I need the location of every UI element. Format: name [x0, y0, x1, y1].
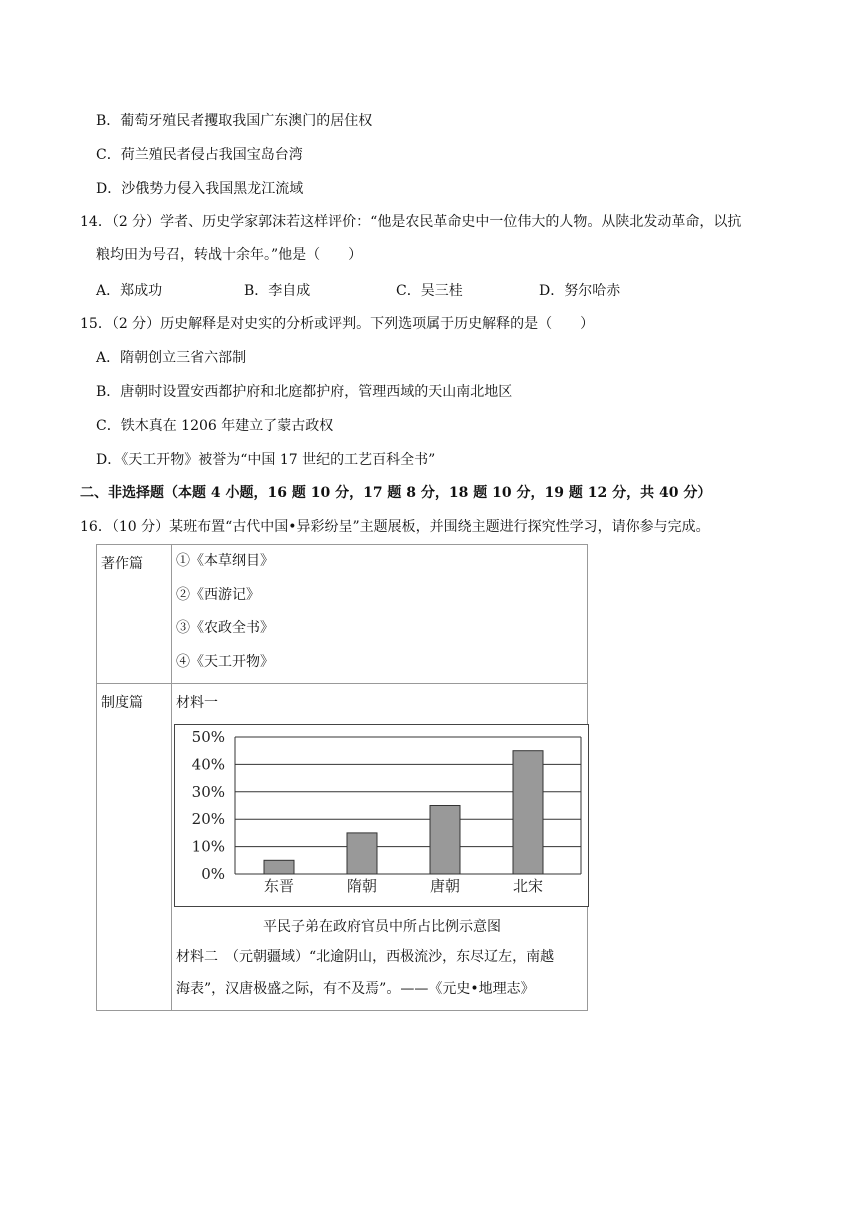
q13-option-c: C．荷兰殖民者侵占我国宝岛台湾 [96, 147, 303, 163]
q16-stem: 16．（10 分）某班布置“古代中国•异彩纷呈”主题展板，并围绕主题进行探究性学习，请你参与完成。 [80, 519, 710, 535]
y-tick-label: 0% [201, 865, 225, 883]
q14-options [0, 281, 860, 301]
x-tick-label: 隋朝 [346, 877, 378, 895]
x-tick-label: 北宋 [512, 877, 544, 895]
y-tick-label: 30% [191, 782, 225, 801]
y-tick-label: 20% [191, 810, 225, 829]
q13-option-d: D．沙俄势力侵入我国黑龙江流域 [96, 181, 304, 197]
q15-option-b: B．唐朝时设置安西都护府和北庭都护府，管理西域的天山南北地区 [96, 384, 513, 400]
q14-option-c: C．吴三桂 [396, 283, 463, 299]
bar-chart-svg [175, 725, 588, 906]
row-label-works: 著作篇 [97, 545, 172, 684]
work-item: ③《农政全书》 [176, 620, 274, 636]
work-item: ①《本草纲目》 [176, 553, 274, 569]
bar-chart [174, 724, 589, 907]
bar [347, 833, 377, 874]
bar [430, 806, 460, 875]
q14-option-a: A．郑成功 [96, 283, 163, 299]
work-item: ②《西游记》 [176, 586, 260, 603]
q14-option-b: B．李自成 [244, 283, 311, 299]
chart-title: 平民子弟在政府官员中所占比例示意图 [263, 919, 501, 935]
q14-stem-line2: 粮均田为号召，转战十余年。”他是（ ） [96, 247, 363, 263]
y-tick-label: 40% [191, 755, 225, 774]
q15-option-c: C．铁木真在 1206 年建立了蒙古政权 [96, 418, 334, 434]
bar [513, 751, 543, 874]
x-tick-label: 东晋 [263, 877, 295, 895]
material2-line1: 材料二 （元朝疆域）“北逾阴山，西极流沙，东尽辽左，南越 [176, 949, 555, 965]
works-cell [172, 545, 588, 684]
system-cell [172, 684, 588, 1011]
x-tick-label: 唐朝 [429, 877, 461, 895]
y-tick-label: 10% [191, 837, 225, 856]
q15-stem: 15．（2 分）历史解释是对史实的分析或评判。下列选项属于历史解释的是（ ） [80, 316, 595, 332]
material2-line2: 海表”，汉唐极盛之际，有不及焉”。——《元史•地理志》 [176, 981, 535, 997]
row-label-system: 制度篇 [97, 684, 172, 1011]
bar [264, 860, 294, 874]
q15-option-a: A．隋朝创立三省六部制 [96, 350, 247, 366]
material1-label: 材料一 [176, 695, 218, 711]
table-row-system [97, 684, 588, 1011]
q13-option-b: B．葡萄牙殖民者攫取我国广东澳门的居住权 [96, 113, 373, 129]
q14-option-d: D．努尔哈赤 [539, 283, 621, 299]
q14-stem-line1: 14．（2 分）学者、历史学家郭沫若这样评价：“他是农民革命史中一位伟大的人物。从陕北发动革命，以抗 [80, 214, 742, 230]
work-item: ④《天工开物》 [176, 653, 274, 670]
section2-heading: 二、非选择题（本题 4 小题，16 题 10 分，17 题 8 分，18 题 10 分，19 题 12 分，共 40 分） [80, 485, 712, 501]
y-tick-label: 50% [191, 728, 225, 746]
q15-option-d: D．《天工开物》被誉为“中国 17 世纪的工艺百科全书” [96, 452, 436, 468]
table-row-works [97, 545, 588, 684]
q16-table [96, 544, 588, 1011]
